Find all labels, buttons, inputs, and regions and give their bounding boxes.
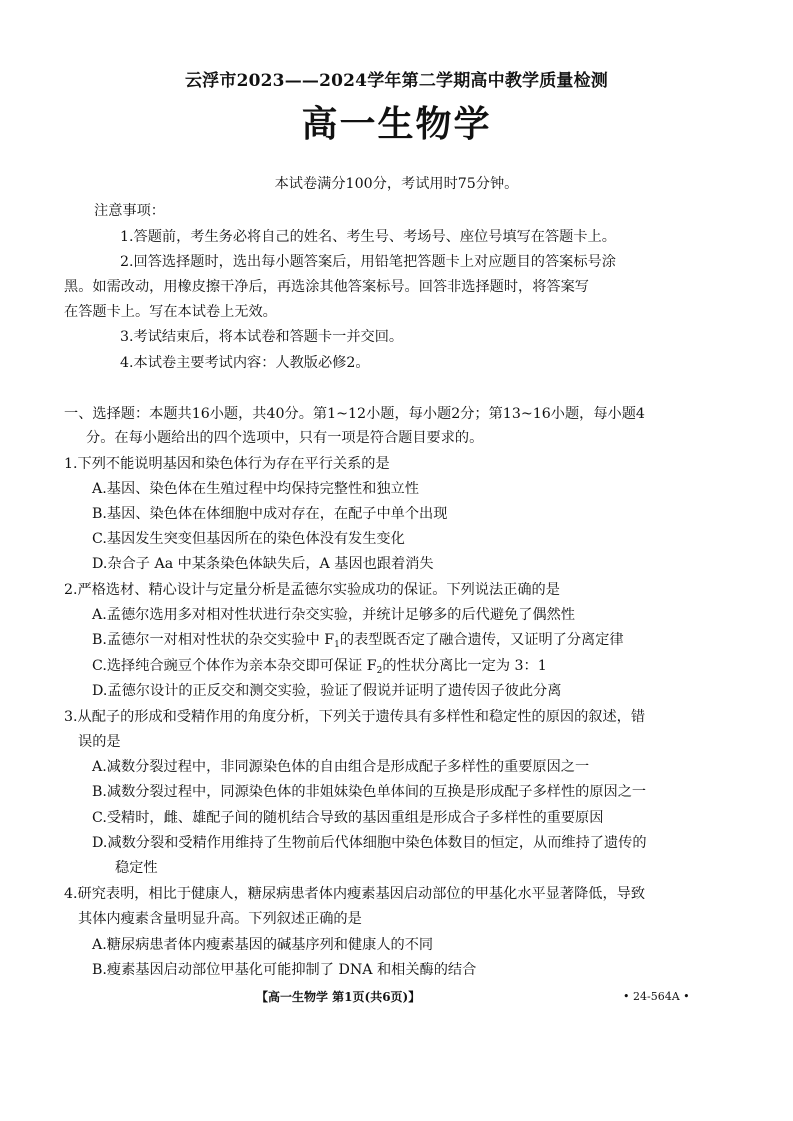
q3-option-c: C.受精时，雌、雄配子间的随机结合导致的基因重组是形成合子多样性的重要原因 (92, 810, 604, 826)
notes-title: 注意事项： (94, 203, 165, 219)
section-heading-line-2: 分。在每小题给出的四个选项中，只有一项是符合题目要求的。 (86, 430, 484, 446)
q2-option-c-pre: C.选择纯合豌豆个体作为亲本杂交即可保证 F (92, 658, 377, 674)
q2-option-c (92, 656, 547, 681)
q3-option-d-line-2: 稳定性 (115, 860, 158, 876)
q3-option-b: B.减数分裂过程中，同源染色体的非姐妹染色单体间的互换是形成配子多样性的原因之一 (92, 784, 647, 800)
q2-option-b (92, 630, 624, 655)
q2-option-b-post: 的表型既否定了融合遗传，又证明了分离定律 (339, 632, 624, 648)
q2-stem: 2.严格选材、精心设计与定量分析是孟德尔实验成功的保证。下列说法正确的是 (64, 582, 560, 598)
q1-stem: 1.下列不能说明基因和染色体行为存在平行关系的是 (64, 456, 390, 472)
note-1: 1.答题前，考生务必将自己的姓名、考生号、考场号、座位号填写在答题卡上。 (120, 229, 616, 245)
q4-option-b: B.瘦素基因启动部位甲基化可能抑制了 DNA 和相关酶的结合 (92, 962, 477, 978)
q2-option-c-sub: 2 (376, 666, 383, 676)
q1-option-b: B.基因、染色体在体细胞中成对存在，在配子中单个出现 (92, 506, 448, 522)
subject-title: 高一生物学 (301, 103, 492, 145)
q3-option-d-line-1: D.减数分裂和受精作用维持了生物前后代体细胞中染色体数目的恒定，从而维持了遗传的 (92, 835, 647, 851)
q2-option-c-post: 的性状分离比一定为 3：1 (382, 658, 547, 674)
q4-stem-line-2: 其体内瘦素含量明显升高。下列叙述正确的是 (78, 911, 362, 927)
note-2-line-1: 2.回答选择题时，选出每小题答案后，用铅笔把答题卡上对应题目的答案标号涂 (120, 254, 616, 270)
q1-option-a: A.基因、染色体在生殖过程中均保持完整性和独立性 (92, 481, 419, 497)
q3-stem-line-1: 3.从配子的形成和受精作用的角度分析，下列关于遗传具有多样性和稳定性的原因的叙述，错 (64, 709, 646, 725)
note-2-line-3: 在答题卡上。写在本试卷上无效。 (64, 304, 277, 320)
q4-option-a: A.糖尿病患者体内瘦素基因的碱基序列和健康人的不同 (92, 937, 434, 953)
q2-option-b-sub: 1 (334, 640, 340, 650)
note-4: 4.本试卷主要考试内容：人教版必修2。 (120, 355, 370, 371)
q1-option-d: D.杂合子 Aa 中某条染色体缺失后，A 基因也跟着消失 (92, 556, 434, 572)
q2-option-b-pre: B.孟德尔一对相对性状的杂交实验中 F (92, 632, 335, 648)
exam-header: 云浮市2023——2024学年第二学期高中教学质量检测 (184, 71, 609, 91)
q2-option-d: D.孟德尔设计的正反交和测交实验，验证了假说并证明了遗传因子彼此分离 (92, 683, 562, 699)
footer-exam-code: • 24-564A • (623, 990, 690, 1003)
q1-option-c: C.基因发生突变但基因所在的染色体没有发生变化 (92, 531, 405, 547)
q3-option-a: A.减数分裂过程中，非同源染色体的自由组合是形成配子多样性的重要原因之一 (92, 759, 590, 775)
q4-stem-line-1: 4.研究表明，相比于健康人，糖尿病患者体内瘦素基因启动部位的甲基化水平显著降低，导致 (64, 886, 646, 902)
q3-stem-line-2: 误的是 (78, 734, 121, 750)
score-time: 本试卷满分100分，考试用时75分钟。 (274, 176, 519, 192)
footer-page-info: 【高一生物学 第1页(共6页)】 (256, 990, 421, 1004)
q2-option-a: A.孟德尔选用多对相对性状进行杂交实验，并统计足够多的后代避免了偶然性 (92, 607, 575, 623)
section-heading-line-1: 一、选择题：本题共16小题，共40分。第1~12小题，每小题2分；第13~16小题，每小题4 (64, 406, 645, 422)
note-3: 3.考试结束后，将本试卷和答题卡一并交回。 (120, 329, 404, 345)
note-2-line-2: 黑。如需改动，用橡皮擦干净后，再选涂其他答案标号。回答非选择题时，将答案写 (64, 279, 589, 295)
